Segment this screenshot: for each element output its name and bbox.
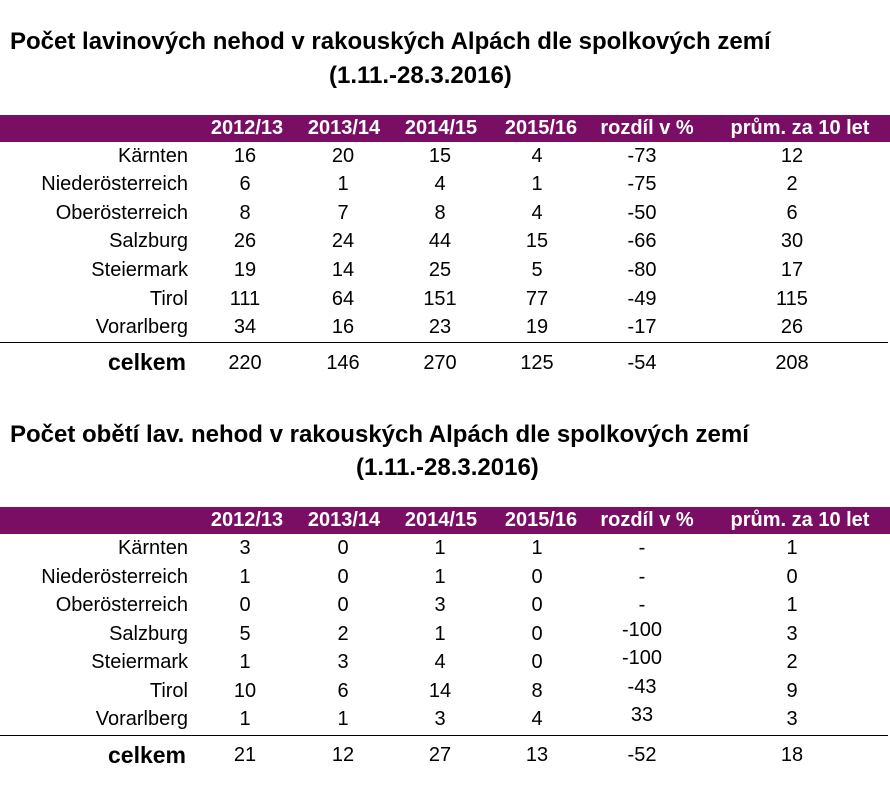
cell-2014-15: 14	[428, 680, 452, 702]
region-label: Vorarlberg	[95, 316, 188, 338]
table-row	[0, 285, 890, 313]
header-2015-16: 2015/16	[504, 509, 578, 531]
region-label: Oberösterreich	[55, 202, 188, 224]
cell-10-year-average: 1	[786, 537, 798, 559]
table2-title-line1: Počet obětí lav. nehod v rakouských Alpách dle spolkových zemí	[10, 421, 749, 448]
total-10-year-average: 208	[775, 352, 809, 374]
table1-title-line1: Počet lavinových nehod v rakouských Alpách dle spolkových zemí	[10, 28, 771, 55]
cell-2014-15: 1	[434, 537, 446, 559]
table2-header-bar	[0, 507, 890, 534]
cell-2013-14: 24	[331, 230, 355, 252]
header-2012-13: 2012/13	[210, 117, 284, 139]
region-label: Oberösterreich	[55, 594, 188, 616]
cell-2015-16: 5	[531, 259, 543, 281]
total-2014-15: 270	[423, 352, 457, 374]
cell-2014-15: 23	[428, 316, 452, 338]
cell-2014-15: 8	[434, 202, 446, 224]
cell-2012-13: 10	[233, 680, 257, 702]
cell-2012-13: 0	[239, 594, 251, 616]
table-row	[0, 648, 890, 676]
cell-2013-14: 6	[337, 680, 349, 702]
cell-difference: -73	[627, 145, 657, 167]
cell-difference: -	[638, 537, 646, 559]
table-row	[0, 170, 890, 198]
cell-2014-15: 1	[434, 566, 446, 588]
cell-2013-14: 3	[337, 651, 349, 673]
cell-10-year-average: 12	[780, 145, 804, 167]
total-label: celkem	[107, 349, 186, 375]
header-2014-15: 2014/15	[404, 509, 478, 531]
cell-10-year-average: 26	[780, 316, 804, 338]
region-label: Salzburg	[109, 230, 188, 252]
cell-2014-15: 1	[434, 623, 446, 645]
cell-10-year-average: 3	[786, 708, 798, 730]
cell-difference: -75	[627, 173, 657, 195]
cell-difference: -43	[627, 676, 657, 698]
cell-10-year-average: 115	[776, 288, 808, 310]
cell-difference: -49	[627, 288, 657, 310]
total-10-year-average: 18	[780, 744, 804, 766]
cell-2014-15: 44	[428, 230, 452, 252]
cell-2015-16: 4	[531, 145, 543, 167]
region-label: Niederösterreich	[41, 173, 188, 195]
table-row	[0, 563, 890, 591]
cell-2014-15: 4	[434, 173, 446, 195]
cell-2013-14: 0	[337, 537, 349, 559]
cell-2013-14: 7	[337, 202, 349, 224]
header-2013-14: 2013/14	[307, 509, 381, 531]
total-difference: -52	[627, 744, 657, 766]
cell-10-year-average: 9	[786, 680, 798, 702]
cell-2015-16: 0	[531, 651, 543, 673]
region-label: Tirol	[149, 288, 188, 310]
cell-difference: -66	[627, 230, 657, 252]
cell-2014-15: 4	[434, 651, 446, 673]
cell-2015-16: 4	[531, 708, 543, 730]
cell-2013-14: 64	[331, 288, 355, 310]
total-difference: -54	[627, 352, 657, 374]
table1-title-line2: (1.11.-28.3.2016)	[329, 62, 512, 89]
table-row	[0, 313, 890, 341]
cell-2015-16: 1	[531, 173, 543, 195]
region-label: Salzburg	[109, 623, 188, 645]
cell-difference: -100	[621, 647, 663, 669]
cell-2014-15: 15	[428, 145, 452, 167]
header-2014-15: 2014/15	[404, 117, 478, 139]
cell-2013-14: 16	[331, 316, 355, 338]
cell-10-year-average: 2	[786, 173, 798, 195]
cell-2012-13: 8	[239, 202, 251, 224]
cell-difference: -80	[627, 259, 657, 281]
table-row	[0, 256, 890, 284]
cell-2012-13: 3	[239, 537, 251, 559]
cell-2012-13: 6	[239, 173, 251, 195]
cell-2012-13: 1	[239, 651, 251, 673]
table-row	[0, 534, 890, 562]
total-2013-14: 146	[326, 352, 360, 374]
table-row	[0, 227, 890, 255]
cell-2013-14: 1	[337, 708, 349, 730]
table-row	[0, 142, 890, 170]
cell-2012-13: 111	[229, 288, 261, 310]
region-label: Kärnten	[117, 145, 188, 167]
table1-header-bar	[0, 115, 890, 142]
region-label: Kärnten	[117, 537, 188, 559]
cell-2013-14: 0	[337, 566, 349, 588]
cell-2015-16: 77	[525, 288, 549, 310]
table1-total-divider	[0, 342, 888, 343]
region-label: Tirol	[149, 680, 188, 702]
header-10-year-average: prům. za 10 let	[730, 117, 870, 139]
total-2012-13: 220	[228, 352, 262, 374]
table-row	[0, 705, 890, 733]
header-difference-percent: rozdíl v %	[600, 509, 694, 531]
header-2015-16: 2015/16	[504, 117, 578, 139]
cell-2012-13: 26	[233, 230, 257, 252]
cell-difference: -100	[621, 619, 663, 641]
cell-2013-14: 2	[337, 623, 349, 645]
cell-2015-16: 8	[531, 680, 543, 702]
cell-2012-13: 34	[233, 316, 257, 338]
cell-2014-15: 3	[434, 708, 446, 730]
cell-10-year-average: 6	[786, 202, 798, 224]
cell-difference: -17	[627, 316, 657, 338]
header-10-year-average: prům. za 10 let	[730, 509, 870, 531]
cell-2012-13: 16	[233, 145, 257, 167]
table2-title-line2: (1.11.-28.3.2016)	[356, 454, 539, 481]
cell-2013-14: 14	[331, 259, 355, 281]
cell-2014-15: 3	[434, 594, 446, 616]
total-2012-13: 21	[233, 744, 257, 766]
total-2014-15: 27	[428, 744, 452, 766]
total-2015-16: 125	[520, 352, 554, 374]
cell-2013-14: 1	[337, 173, 349, 195]
cell-2013-14: 0	[337, 594, 349, 616]
cell-10-year-average: 17	[780, 259, 804, 281]
table-row	[0, 199, 890, 227]
cell-2014-15: 151	[423, 288, 457, 310]
table-row	[0, 620, 890, 648]
region-label: Steiermark	[91, 259, 188, 281]
cell-difference: 33	[630, 704, 654, 726]
cell-10-year-average: 2	[786, 651, 798, 673]
cell-2015-16: 0	[531, 623, 543, 645]
cell-2015-16: 4	[531, 202, 543, 224]
cell-2015-16: 15	[525, 230, 549, 252]
header-difference-percent: rozdíl v %	[600, 117, 694, 139]
cell-2012-13: 1	[239, 566, 251, 588]
cell-10-year-average: 0	[786, 566, 798, 588]
cell-2012-13: 5	[239, 623, 251, 645]
cell-10-year-average: 1	[786, 594, 798, 616]
cell-10-year-average: 30	[780, 230, 804, 252]
cell-2015-16: 0	[531, 566, 543, 588]
cell-2015-16: 1	[531, 537, 543, 559]
cell-2015-16: 0	[531, 594, 543, 616]
cell-difference: -50	[627, 202, 657, 224]
cell-2012-13: 19	[233, 259, 257, 281]
table-row	[0, 591, 890, 619]
total-label: celkem	[107, 742, 186, 768]
region-label: Vorarlberg	[95, 708, 188, 730]
cell-10-year-average: 3	[786, 623, 798, 645]
table1-total-row	[0, 348, 890, 376]
region-label: Steiermark	[91, 651, 188, 673]
table-row	[0, 677, 890, 705]
total-2013-14: 12	[331, 744, 355, 766]
table2-total-row	[0, 741, 890, 769]
cell-2014-15: 25	[428, 259, 452, 281]
region-label: Niederösterreich	[41, 566, 188, 588]
cell-2012-13: 1	[239, 708, 251, 730]
header-2012-13: 2012/13	[210, 509, 284, 531]
cell-2015-16: 19	[525, 316, 549, 338]
header-2013-14: 2013/14	[307, 117, 381, 139]
cell-2013-14: 20	[331, 145, 355, 167]
table2-total-divider	[0, 735, 888, 736]
total-2015-16: 13	[525, 744, 549, 766]
cell-difference: -	[638, 566, 646, 588]
cell-difference: -	[638, 594, 646, 616]
